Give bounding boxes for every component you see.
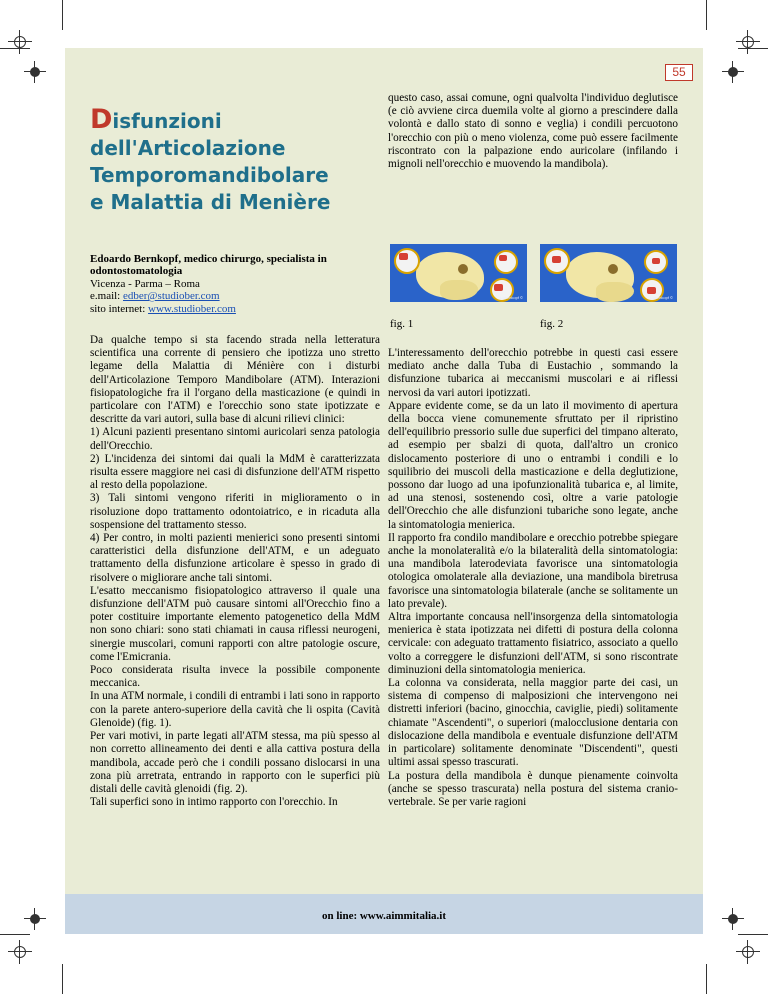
figure-credit: Lobenkopf © <box>500 295 523 300</box>
condyle-marker <box>652 258 660 264</box>
paragraph: La postura della mandibola è dunque pienamente coinvolta (anche se spesso trascurata) nella postura del sistema cranio-vertebrale. Se per varie ragioni <box>388 769 678 808</box>
condyle-marker <box>552 256 561 263</box>
author-block <box>90 253 380 315</box>
registration-mark-icon <box>736 940 760 964</box>
orbit-shape <box>608 264 618 274</box>
registration-dot-icon <box>30 914 40 924</box>
condyle-marker <box>499 255 507 261</box>
registration-mark-icon <box>8 940 32 964</box>
paragraph: 3) Tali sintomi vengono riferiti in miglioramento o in risoluzione dopo trattamento odontoiatrico, e in ricaduta alla sospensione del trattamento stesso. <box>90 492 380 531</box>
paragraph: In una ATM normale, i condili di entrambi i lati sono in rapporto con la parete antero-superiore della cavità che li ospita (Cavità Glenoide) (fig. 1). <box>90 690 380 729</box>
trim-mark <box>62 964 63 994</box>
email-link[interactable]: edber@studiober.com <box>123 290 220 303</box>
zoom-inset <box>494 250 518 274</box>
paragraph: Tali superfici sono in intimo rapporto con l'orecchio. In <box>90 796 338 809</box>
trim-mark <box>0 934 30 935</box>
paragraph: L'esatto meccanismo fisiopatologico attraverso il quale una disfunzione dell'ATM può causare sintomi all'Orecchio fino a poter costituire importante elemento patogenetico della MdM non sono chiari: sono stati chiamati in causa riflessi neurogeni, sinergie muscolari, comuni rapporti con altre patologie oscure, come l'Emicrania. <box>90 584 380 663</box>
title-line-1: isfunzioni <box>112 109 222 133</box>
paragraph: Poco considerata risulta invece la possibile componente meccanica. <box>90 664 380 690</box>
author-locations: Vicenza - Parma – Roma <box>90 277 200 290</box>
trim-mark <box>706 0 707 30</box>
paragraph: 2) L'incidenza dei sintomi dai quali la MdM è caratterizzata risulta essere maggiore nei casi di disfunzione dell'ATM rispetto al resto della popolazione. <box>90 452 380 492</box>
site-link[interactable]: www.studiober.com <box>148 302 236 315</box>
title-line-4: e Malattia di Menière <box>90 190 331 214</box>
trim-mark <box>706 964 707 994</box>
paragraph: questo caso, assai comune, ogni qualvolta l'individuo deglutisce (e ciò avviene circa duemila volte al giorno a prescindere dalla volontà e dallo stato di sonno e veglia) i condili percuotono l'orecchio con più o meno violenza, come può essere facilmente riscontrato con la palpazione endo auricolare (infilando i mignoli nell'orecchio e muovendo la mandibola). <box>388 92 678 171</box>
author-name: Edoardo Bernkopf, medico chirurgo, specialista in odontostomatologia <box>90 253 327 278</box>
paragraph: Per vari motivi, in parte legati all'ATM stessa, ma più spesso al non corretto allineamento dei denti e alla cattiva postura della mandibola, accade però che i condili possano dislocarsi in una zona più arretrata, entrando in rapporto con le superfici più distali delle cavità glenoidi (fig. 2). <box>90 730 380 795</box>
footer-url: on line: www.aimmitalia.it <box>321 910 447 922</box>
paragraph: 4) Per contro, in molti pazienti menierici sono presenti sintomi caratteristici della disfunzione dell'ATM, e un adeguato trattamento della disfunzione articolare è spesso in grado di risolvere o migliorare anche tali sintomi. <box>90 532 380 584</box>
email-label: e.mail: <box>90 290 123 303</box>
condyle-marker <box>399 253 408 260</box>
page-number: 55 <box>665 64 693 81</box>
registration-dot-icon <box>728 914 738 924</box>
registration-mark-icon <box>736 30 760 54</box>
figure-2-image <box>540 244 677 302</box>
registration-mark-icon <box>8 30 32 54</box>
right-column-top <box>388 92 678 171</box>
right-column <box>388 347 678 809</box>
paragraph: 1) Alcuni pazienti presentano sintomi auricolari senza patologia dell'Orecchio. <box>90 426 380 452</box>
figure-1-image <box>390 244 527 302</box>
trim-mark <box>62 0 63 30</box>
registration-dot-icon <box>728 67 738 77</box>
registration-dot-icon <box>30 67 40 77</box>
orbit-shape <box>458 264 468 274</box>
title-line-2: dell'Articolazione <box>90 136 286 160</box>
mandible-shape <box>440 280 478 300</box>
paragraph: Il rapporto fra condilo mandibolare e orecchio potrebbe spiegare anche la monolateralità e/o la bilateralità della sintomatologia: una mandibola laterodeviata favorisce una sintomatologia otologica omolaterale alla deviazione, una mandibola biretrusa favorisce una sintomatologia bilaterale (anche se solitamente un lato prevale). <box>388 531 678 610</box>
site-label: sito internet: <box>90 302 149 315</box>
title-drop-cap: D <box>90 104 113 135</box>
mandible-shape <box>596 282 634 302</box>
trim-mark <box>738 934 768 935</box>
figure-credit: Lobenkopf © <box>650 295 673 300</box>
figure-2-caption: fig. 2 <box>540 318 564 330</box>
article-title <box>90 106 380 216</box>
left-column <box>90 334 380 809</box>
figure-1-caption: fig. 1 <box>390 318 414 330</box>
paragraph: La colonna va considerata, nella maggior parte dei casi, un sistema di compenso di malposizioni che intervengono nei distretti inferiori (bacino, ginocchia, caviglie, piedi) solitamente chiamate "Ascendenti", o superiori (malocclusione dentaria con dislocazione della mandibola e eventuale disfunzione dell'ATM in particolare) solitamente denominate "Discendenti", questi ultimi assai spesso trascurati. <box>388 677 678 769</box>
paragraph: Altra importante concausa nell'insorgenza della sintomatologia menierica è stata ipotizzata nei difetti di postura della colonna cervicale: con adeguato trattamento fisiatrico, associato a quello volto a correggere le disfunzioni dell'ATM, si sono riscontrate diminuzioni della sintomatologia menierica. <box>388 611 678 676</box>
condyle-marker <box>647 287 656 294</box>
paragraph: Appare evidente come, se da un lato il movimento di apertura della bocca viene comunemente sfruttato per il ripristino dell'equilibrio pressorio sulle due superfici del timpano alterato, ad esempio per sbalzi di quota, dall'altro un cronico dislocamento posteriore di uno o entrambi i condili e lo squilibrio dei muscoli della masticazione e della deglutizione, possono dar luogo ad una ipofunzionalità tubarica e, al limite, ad una stenosi, sostenendo così, oltre a varie patologie dell'Orecchio che alle disfunzioni tubariche sono legate, anche la sintomatologia menierica. <box>388 399 678 531</box>
title-line-3: Temporomandibolare <box>90 163 329 187</box>
paragraph: L'interessamento dell'orecchio potrebbe in questi casi essere mediato anche dalla Tuba di Eustachio , sommando la disfunzione tubarica ai meccanismi muscolari e ai riflessi nervosi da vari autori ipotizzati. <box>388 347 678 399</box>
paragraph: Da qualche tempo si sta facendo strada nella letteratura scientifica una corrente di pensiero che ipotizza uno stretto legame della Malattia di Ménière con i disturbi dell'Articolazione Temporo Mandibolare (ATM). Interazioni fisiopatologiche fra il l'organo della masticazione (e quindi in particolare con l'ATM) e l'orecchio sono state ipotizzate e descritte da vari autori, sulla base di alcuni rilievi clinici: <box>90 334 380 426</box>
zoom-inset <box>394 248 420 274</box>
condyle-marker <box>494 284 503 291</box>
